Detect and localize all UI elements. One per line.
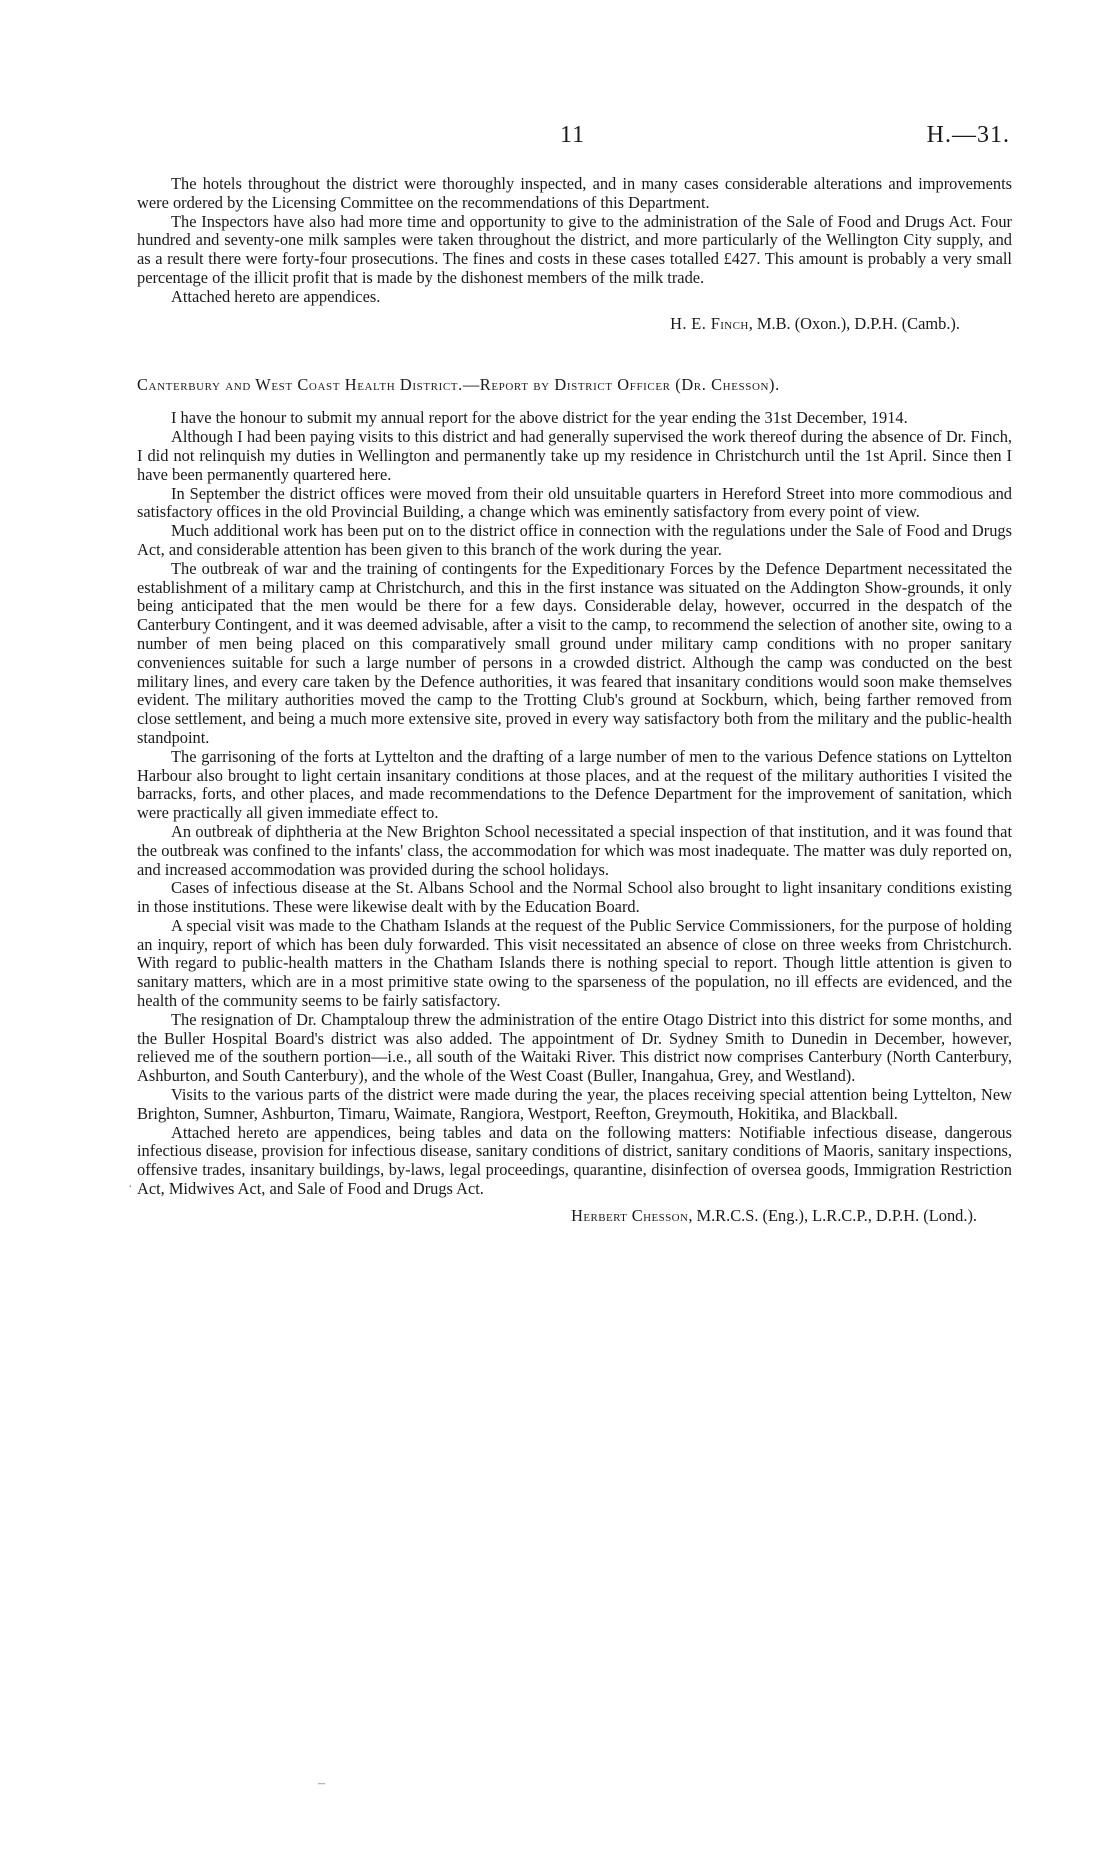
paragraph-food-drugs: The Inspectors have also had more time and opportunity to give to the administration of the Sale of Food and Drugs Act. Four hundred and seventy-one milk samples were taken throughout the district, and more particularly of the Wellington City supply, and as a result there were forty-four prosecutions. The fines and costs in these cases totalled £427. This amount is probably a very small percentage of the illicit profit that is made by the dishonest members of the milk trade. (137, 211, 1012, 287)
paragraph-otago: The resignation of Dr. Champtaloup threw the administration of the entire Otago District into this district for some months, and the Buller Hospital Board's district was also added. The appointment of Dr. Sydney Smith to Dunedin in December, however, relieved me of the southern portion—i.e., all south of the Waitaki River. This district now comprises Canterbury (North Canterbury, Ashburton, and South Canterbury), and the whole of the West Coast (Buller, Inangahua, Grey, and Westland). (137, 1009, 1012, 1086)
signature-name: Herbert Chesson (571, 1205, 689, 1225)
paragraph-tables: Attached hereto are appendices, being tables and data on the following matters: Notifiable infectious disease, dangerous infectious disease, provision for infectious disease, sanitary conditions of district, sanitary conditions of Maoris, sanitary inspections, offensive trades, insanitary buildings, by-laws, legal proceedings, quarantine, disinfection of oversea goods, Immigration Restriction Act, Midwives Act, and Sale of Food and Drugs Act. (137, 1122, 1012, 1199)
signature-name: H. E. Finch (670, 313, 749, 333)
signature-qualifications: , M.B. (Oxon.), D.P.H. (Camb.). (748, 313, 960, 333)
paragraph-chatham-islands: A special visit was made to the Chatham Islands at the request of the Public Service Commissioners, for the purpose of holding an inquiry, report of which has been duly forwarded. This visit necessitated an absence of close on three weeks from Christchurch. With regard to public-health matters in the Chatham Islands there is nothing special to report. Though little attention is given to sanitary matters, which are in a most primitive state owing to the sparseness of the population, no ill effects are evidenced, and the health of the community seems to be fairly satisfactory. (137, 915, 1012, 1011)
signature-chesson (137, 1207, 977, 1226)
signature-finch (137, 315, 960, 334)
signature-qualifications: , M.R.C.S. (Eng.), L.R.C.P., D.P.H. (Lond.). (688, 1205, 977, 1225)
paragraph-lyttelton: The garrisoning of the forts at Lyttelton and the drafting of a large number of men to the various Defence stations on Lyttelton Harbour also brought to light certain insanitary conditions at those places, and at the request of the military authorities I visited the barracks, forts, and other places, and made recommendations to the Defence Department for the improvement of sanitation, which were practically all given immediate effect to. (137, 746, 1012, 823)
report-body (137, 175, 1012, 1226)
margin-mark: · (128, 1180, 133, 1195)
paragraph-appendices: Attached hereto are appendices. (171, 286, 381, 306)
document-reference: H.—31. (926, 122, 1010, 148)
paragraph-visits: Visits to the various parts of the district were made during the year, the places receiving special attention being Lyttelton, New Brighton, Sumner, Ashburton, Timaru, Waimate, Rangiora, Westport, Reefton, Greymouth, Hokitika, and Blackball. (137, 1085, 1012, 1123)
paragraph-offices: In September the district offices were moved from their old unsuitable quarters in Hereford Street into more commodious and satisfactory offices in the old Provincial Building, a change which was eminently satisfactory from every point of view. (137, 483, 1012, 522)
paragraph-military-camp: The outbreak of war and the training of contingents for the Expeditionary Forces by the Defence Department necessitated the establishment of a military camp at Christchurch, and this in the first instance was situated on the Addington Show-grounds, it only being anticipated that the men would be there for a few days. Considerable delay, however, occurred in the despatch of the Canterbury Contingent, and it was deemed advisable, after a visit to the camp, to recommend the selection of another site, owing to a number of men being placed on this comparatively small ground under military camp conditions with no proper sanitary conveniences suitable for such a large number of persons in a crowded district. Although the camp was conducted on the best military lines, and every care taken by the Defence authorities, it was feared that insanitary conditions would soon make themselves evident. The military authorities moved the camp to the Trotting Club's ground at Sockburn, which, being farther removed from close settlement, and being a much more extensive site, proved in every way satisfactory both from the military and the public-health standpoint. (137, 558, 1012, 747)
paragraph-infectious-schools: Cases of infectious disease at the St. Albans School and the Normal School also brought to light insanitary conditions existing in those institutions. These were likewise dealt with by the Education Board. (137, 878, 1012, 917)
scan-mark: – (318, 1776, 325, 1791)
paragraph-diphtheria: An outbreak of diphtheria at the New Brighton School necessitated a special inspection of that institution, and it was found that the outbreak was confined to the infants' class, the accommodation for which was most inadequate. The matter was duly reported on, and increased accommodation was provided during the school holidays. (137, 821, 1012, 879)
section-heading: Canterbury and West Coast Health District.—Report by District Officer (Dr. Chesson). (137, 375, 780, 395)
page-number: 11 (560, 122, 586, 148)
paragraph-additional-work: Much additional work has been put on to the district office in connection with the regulations under the Sale of Food and Drugs Act, and considerable attention has been given to this branch of the work during the year. (137, 521, 1012, 559)
paragraph-honour: I have the honour to submit my annual report for the above district for the year ending the 31st December, 1914. (171, 408, 908, 428)
paragraph-hotels: The hotels throughout the district were thoroughly inspected, and in many cases considerable alterations and improvements were ordered by the Licensing Committee on the recommendations of this Department. (137, 174, 1012, 212)
paragraph-residence: Although I had been paying visits to this district and had generally supervised the work thereof during the absence of Dr. Finch, I did not relinquish my duties in Wellington and permanently take up my residence in Christchurch until the 1st April. Since then I have been permanently quartered here. (137, 427, 1012, 484)
